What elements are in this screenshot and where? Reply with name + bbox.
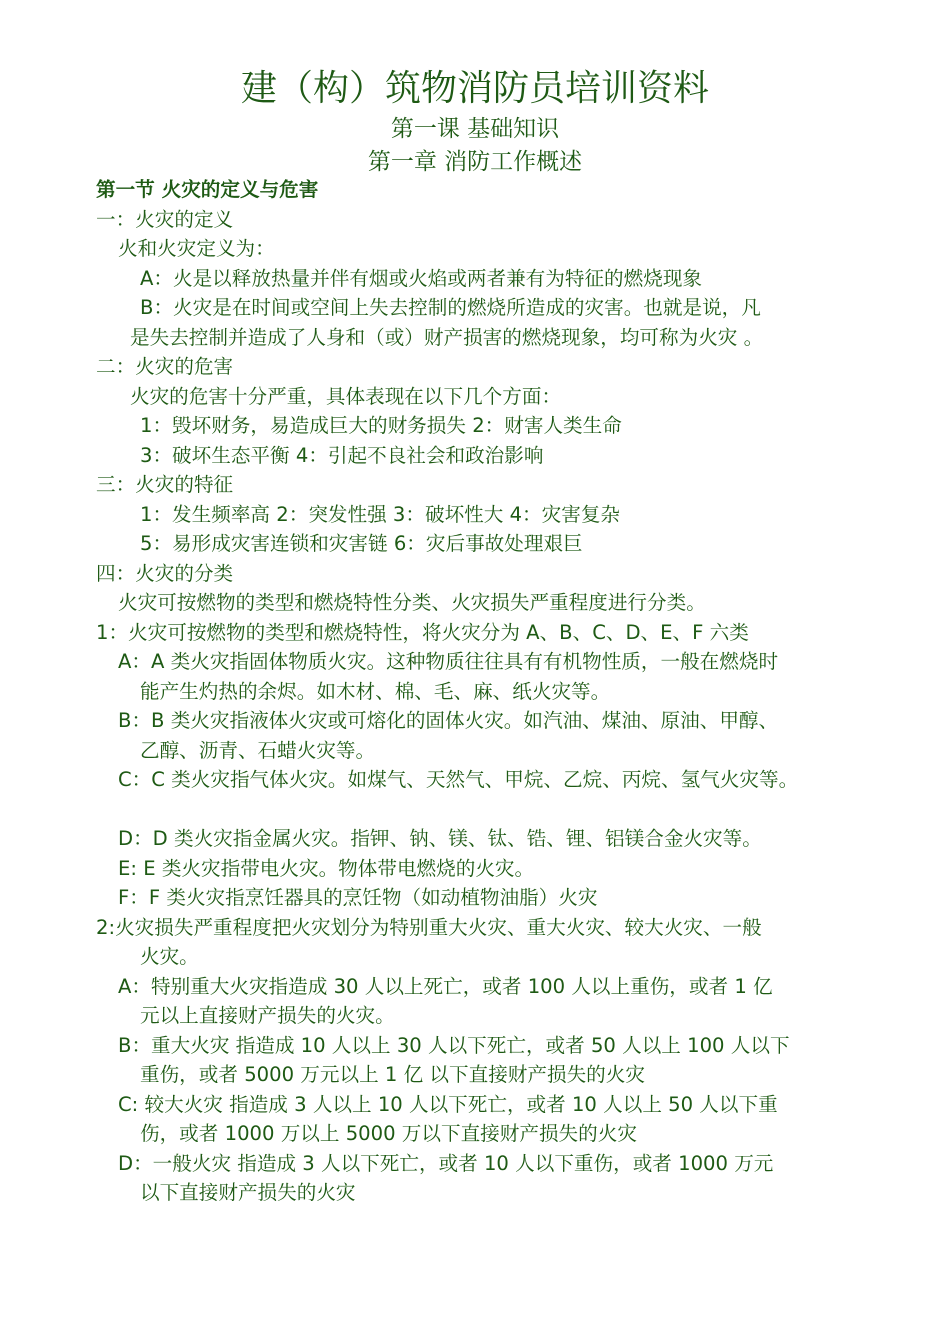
document-body: [96, 175, 896, 1208]
paragraph: 1：毁坏财务，易造成巨大的财务损失 2：财害人类生命: [140, 414, 622, 437]
lesson-title: 第一课 基础知识: [390, 116, 560, 142]
paragraph: C: 较大火灾 指造成 3 人以上 10 人以下死亡，或者 10 人以上 50 人以下重: [118, 1092, 778, 1116]
paragraph: A：特别重大火灾指造成 30 人以上死亡，或者 100 人以上重伤，或者 1 亿: [118, 974, 773, 998]
paragraph: B：火灾是在时间或空间上失去控制的燃烧所造成的灾害。也就是说，凡: [140, 296, 761, 319]
paragraph: B：重大火灾 指造成 10 人以上 30 人以下死亡，或者 50 人以上 100 人以下: [118, 1033, 790, 1057]
paragraph: 火灾的危害十分严重，具体表现在以下几个方面：: [130, 384, 562, 408]
paragraph: 是失去控制并造成了人身和（或）财产损害的燃烧现象，均可称为火灾 。: [130, 325, 764, 349]
paragraph: 重伤，或者 5000 万元以上 1 亿 以下直接财产损失的火灾: [140, 1063, 645, 1086]
paragraph: F：F 类火灾指烹饪器具的烹饪物（如动植物油脂）火灾: [118, 886, 598, 909]
paragraph: 1：发生频率高 2：突发性强 3：破坏性大 4：灾害复杂: [140, 502, 621, 526]
paragraph: 火灾。: [140, 945, 199, 968]
paragraph: A：A 类火灾指固体物质火灾。这种物质往往具有有机物性质，一般在燃烧时: [118, 650, 779, 673]
paragraph: 伤，或者 1000 万以上 5000 万以下直接财产损失的火灾: [140, 1122, 637, 1145]
heading-features: 三：火灾的特征: [96, 473, 234, 496]
paragraph: E: E 类火灾指带电火灾。物体带电燃烧的火灾。: [118, 856, 535, 880]
paragraph: D：D 类火灾指金属火灾。指钾、钠、镁、钛、锆、锂、铝镁合金火灾等。: [118, 827, 762, 850]
paragraph: 火和火灾定义为：: [118, 237, 275, 260]
heading-definition: 一：火灾的定义: [96, 207, 234, 231]
chapter-title: 第一章 消防工作概述: [367, 149, 583, 175]
paragraph: 1：火灾可按燃物的类型和燃烧特性，将火灾分为 A、B、C、D、E、F 六类: [96, 620, 749, 644]
section-heading: 第一节 火灾的定义与危害: [96, 178, 319, 201]
paragraph: C：C 类火灾指气体火灾。如煤气、天然气、甲烷、乙烷、丙烷、氢气火灾等。: [118, 768, 799, 791]
blank-line: [96, 795, 896, 825]
paragraph: A：火是以释放热量并伴有烟或火焰或两者兼有为特征的燃烧现象: [140, 266, 703, 290]
paragraph: 火灾可按燃物的类型和燃烧特性分类、火灾损失严重程度进行分类。: [118, 591, 706, 614]
heading-hazards: 二：火灾的危害: [96, 355, 234, 378]
paragraph: 能产生灼热的余烬。如木材、棉、毛、麻、纸火灾等。: [140, 679, 611, 703]
paragraph: 3：破坏生态平衡 4：引起不良社会和政治影响: [140, 443, 544, 467]
paragraph: 5：易形成灾害连锁和灾害链 6：灾后事故处理艰巨: [140, 532, 583, 555]
paragraph: 元以上直接财产损失的火灾。: [140, 1004, 395, 1027]
paragraph: B：B 类火灾指液体火灾或可熔化的固体火灾。如汽油、煤油、原油、甲醇、: [118, 709, 779, 732]
paragraph: D：一般火灾 指造成 3 人以下死亡，或者 10 人以下重伤，或者 1000 万元: [118, 1151, 774, 1175]
heading-classification: 四：火灾的分类: [96, 561, 234, 585]
paragraph: 2:火灾损失严重程度把火灾划分为特别重大火灾、重大火灾、较大火灾、一般: [96, 915, 762, 939]
paragraph: 以下直接财产损失的火灾: [140, 1181, 356, 1204]
paragraph: 乙醇、沥青、石蜡火灾等。: [140, 738, 376, 762]
document-title: 建（构）筑物消防员培训资料: [240, 68, 709, 109]
